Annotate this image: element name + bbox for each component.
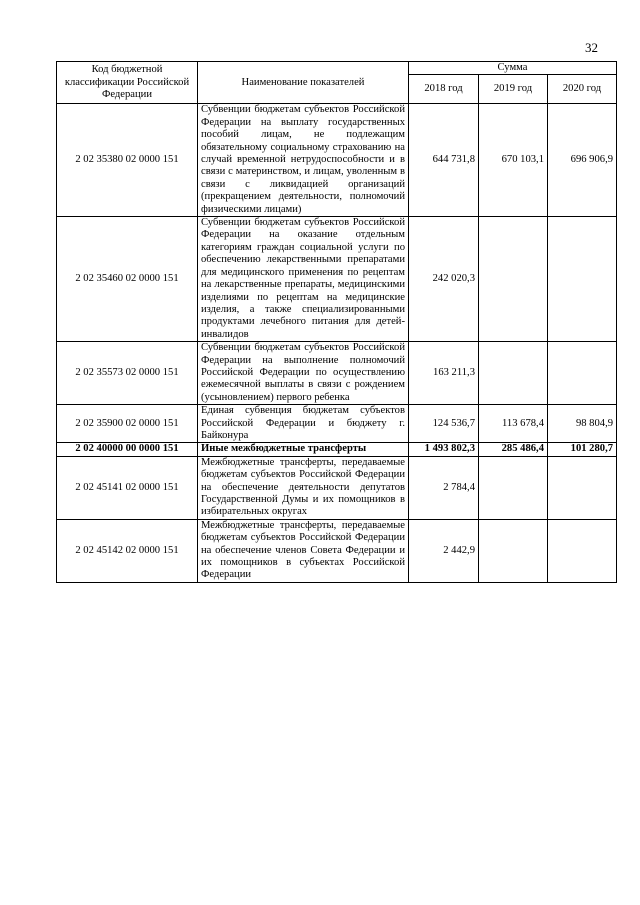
row-code: 2 02 35380 02 0000 151 bbox=[57, 104, 198, 217]
row-value-2020: 98 804,9 bbox=[548, 405, 617, 443]
header-year-2018: 2018 год bbox=[409, 75, 479, 104]
row-code: 2 02 45142 02 0000 151 bbox=[57, 519, 198, 582]
row-name: Межбюджетные трансферты, передаваемые бюджетам субъектов Российской Федерации на обеспечение деятельности депутатов Государственной Думы и их помощников в избирательных округах bbox=[198, 456, 409, 519]
row-value-2019: 670 103,1 bbox=[479, 104, 548, 217]
row-value-2018: 163 211,3 bbox=[409, 342, 479, 405]
header-name: Наименование показателей bbox=[198, 62, 409, 104]
header-code: Код бюджетной классификации Российской Федерации bbox=[57, 62, 198, 104]
row-code: 2 02 35900 02 0000 151 bbox=[57, 405, 198, 443]
row-value-2020 bbox=[548, 342, 617, 405]
row-code: 2 02 45141 02 0000 151 bbox=[57, 456, 198, 519]
row-value-2019 bbox=[479, 342, 548, 405]
row-value-2018: 644 731,8 bbox=[409, 104, 479, 217]
row-value-2019: 285 486,4 bbox=[479, 443, 548, 456]
table-row bbox=[57, 217, 617, 342]
row-code: 2 02 40000 00 0000 151 bbox=[57, 443, 198, 456]
row-name: Межбюджетные трансферты, передаваемые бюджетам субъектов Российской Федерации на обеспечение членов Совета Федерации и их помощников в субъектах Российской Федерации bbox=[198, 519, 409, 582]
table-row bbox=[57, 519, 617, 582]
table-row bbox=[57, 104, 617, 217]
row-value-2019: 113 678,4 bbox=[479, 405, 548, 443]
row-name: Субвенции бюджетам субъектов Российской Федерации на выплату государственных пособий лицам, не подлежащим обязательному социальному страхованию на случай временной нетрудоспособности и в связи с материнством, и лицам, уволенным в связи с ликвидацией организаций (прекращением деятельности, полномочий физическими лицами) bbox=[198, 104, 409, 217]
row-value-2020 bbox=[548, 217, 617, 342]
table-row bbox=[57, 405, 617, 443]
header-year-2020: 2020 год bbox=[548, 75, 617, 104]
row-value-2018: 242 020,3 bbox=[409, 217, 479, 342]
row-value-2020 bbox=[548, 456, 617, 519]
row-value-2020: 101 280,7 bbox=[548, 443, 617, 456]
row-code: 2 02 35460 02 0000 151 bbox=[57, 217, 198, 342]
row-name: Иные межбюджетные трансферты bbox=[198, 443, 409, 456]
row-value-2018: 2 784,4 bbox=[409, 456, 479, 519]
row-value-2019 bbox=[479, 456, 548, 519]
row-value-2018: 2 442,9 bbox=[409, 519, 479, 582]
page-number: 32 bbox=[585, 40, 598, 55]
table-header-row bbox=[57, 62, 617, 75]
row-code: 2 02 35573 02 0000 151 bbox=[57, 342, 198, 405]
table-row-total bbox=[57, 443, 617, 456]
row-name: Субвенции бюджетам субъектов Российской Федерации на выполнение полномочий Российской Федерации по осуществлению ежемесячной выплаты в связи с рождением (усыновлением) первого ребенка bbox=[198, 342, 409, 405]
row-value-2019 bbox=[479, 217, 548, 342]
table-row bbox=[57, 456, 617, 519]
row-value-2018: 124 536,7 bbox=[409, 405, 479, 443]
header-year-2019: 2019 год bbox=[479, 75, 548, 104]
row-value-2018: 1 493 802,3 bbox=[409, 443, 479, 456]
row-value-2019 bbox=[479, 519, 548, 582]
header-sum: Сумма bbox=[409, 62, 617, 75]
row-name: Субвенции бюджетам субъектов Российской Федерации на оказание отдельным категориям граждан социальной услуги по обеспечению лекарственными препаратами для медицинского применения по рецептам на лекарственные препараты, медицинскими изделиями по рецептам на медицинские изделия, а также специализированными продуктами лечебного питания для детей-инвалидов bbox=[198, 217, 409, 342]
table-row bbox=[57, 342, 617, 405]
row-name: Единая субвенция бюджетам субъектов Российской Федерации и бюджету г. Байконура bbox=[198, 405, 409, 443]
budget-table bbox=[56, 61, 617, 583]
row-value-2020: 696 906,9 bbox=[548, 104, 617, 217]
row-value-2020 bbox=[548, 519, 617, 582]
